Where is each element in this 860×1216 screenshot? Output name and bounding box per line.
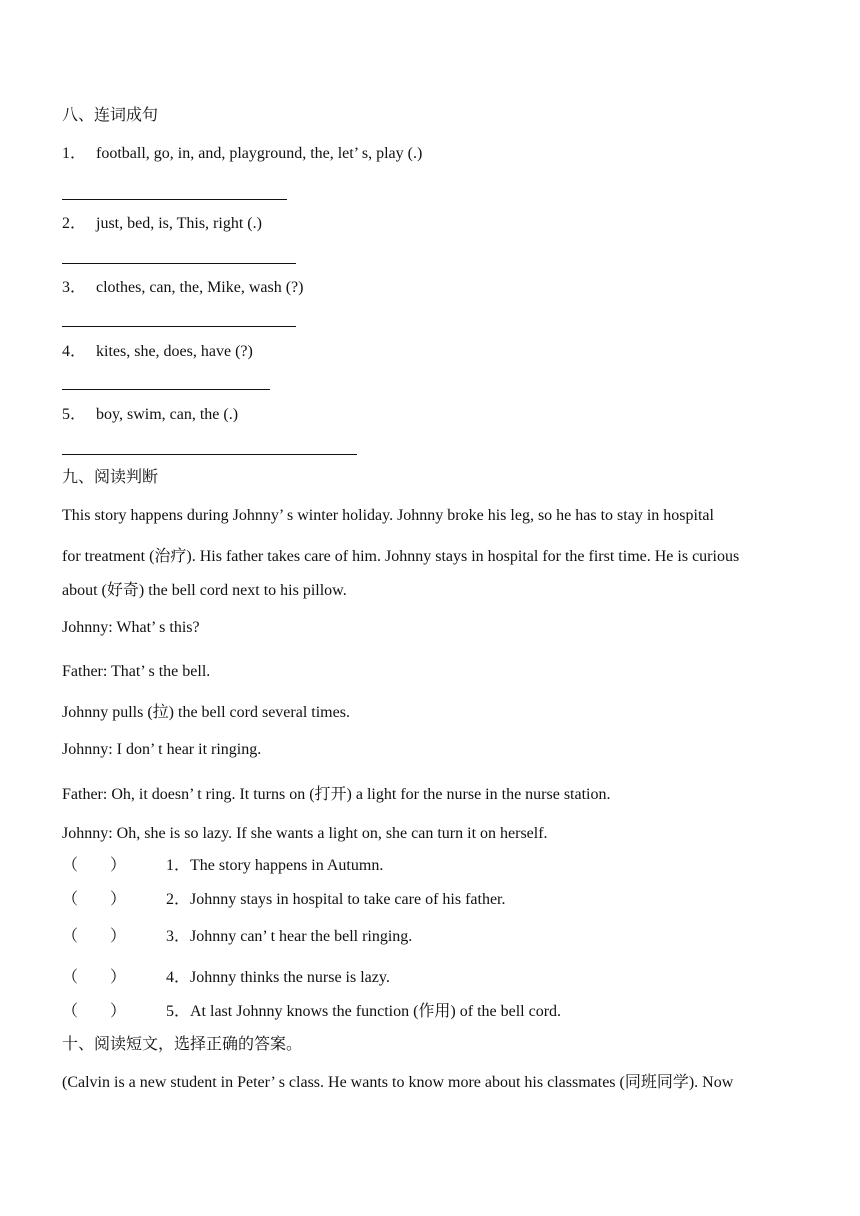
answer-line-5 (62, 454, 357, 455)
judgement-text: 4．Johnny thinks the nurse is lazy. (166, 969, 390, 986)
judgement-text: 5．At last Johnny knows the function (作用) of the bell cord. (166, 1003, 562, 1020)
question-number: 2． (62, 215, 87, 232)
question-text: boy, swim, can, the (.) (96, 406, 239, 423)
judgement-question-5 (62, 1002, 561, 1022)
answer-bracket[interactable]: （ ） (62, 891, 127, 908)
answer-bracket[interactable]: （ ） (62, 857, 127, 874)
judgement-question-2 (62, 890, 506, 910)
section-10-heading: 十、阅读短文，选择正确的答案。 (62, 1036, 303, 1053)
answer-line-2 (62, 263, 296, 264)
story-line-1: This story happens during Johnny’ s winter holiday. Johnny broke his leg, so he has to stay in hospital (62, 507, 714, 524)
story-line-3: about (好奇) the bell cord next to his pillow. (62, 582, 347, 599)
section-9-heading: 九、阅读判断 (62, 469, 159, 486)
dialogue-line: Johnny: Oh, she is so lazy. If she wants a light on, she can turn it on herself. (62, 825, 548, 842)
question-number: 3． (62, 279, 87, 296)
question-number: 5． (62, 406, 87, 423)
question-4 (62, 342, 253, 362)
judgement-question-3 (62, 927, 412, 947)
section-8-heading: 八、连词成句 (62, 107, 159, 124)
dialogue-line: Johnny: What’ s this? (62, 619, 200, 636)
question-1 (62, 144, 422, 164)
answer-bracket[interactable]: （ ） (62, 928, 127, 945)
answer-line-3 (62, 326, 296, 327)
dialogue-line: Johnny: I don’ t hear it ringing. (62, 741, 262, 758)
question-number: 1． (62, 145, 87, 162)
question-number: 4． (62, 343, 87, 360)
answer-line-4 (62, 389, 270, 390)
answer-line-1 (62, 199, 287, 200)
question-text: just, bed, is, This, right (.) (96, 215, 262, 232)
question-text: kites, she, does, have (?) (96, 343, 253, 360)
question-text: clothes, can, the, Mike, wash (?) (96, 279, 304, 296)
judgement-text: 2．Johnny stays in hospital to take care of his father. (166, 891, 506, 908)
question-2 (62, 214, 262, 234)
judgement-question-1 (62, 856, 383, 876)
question-3 (62, 278, 303, 298)
dialogue-line: Johnny pulls (拉) the bell cord several times. (62, 704, 350, 721)
question-5 (62, 405, 238, 425)
section-10-intro: (Calvin is a new student in Peter’ s class. He wants to know more about his classmates (同班同学). Now (62, 1074, 734, 1091)
dialogue-line: Father: That’ s the bell. (62, 663, 211, 680)
answer-bracket[interactable]: （ ） (62, 1003, 127, 1020)
question-text: football, go, in, and, playground, the, let’ s, play (.) (96, 145, 423, 162)
judgement-question-4 (62, 968, 390, 988)
judgement-text: 3．Johnny can’ t hear the bell ringing. (166, 928, 413, 945)
judgement-text: 1．The story happens in Autumn. (166, 857, 384, 874)
story-line-2: for treatment (治疗). His father takes care of him. Johnny stays in hospital for the first time. He is curious (62, 548, 740, 565)
dialogue-line: Father: Oh, it doesn’ t ring. It turns on (打开) a light for the nurse in the nurse station. (62, 786, 611, 803)
answer-bracket[interactable]: （ ） (62, 969, 127, 986)
